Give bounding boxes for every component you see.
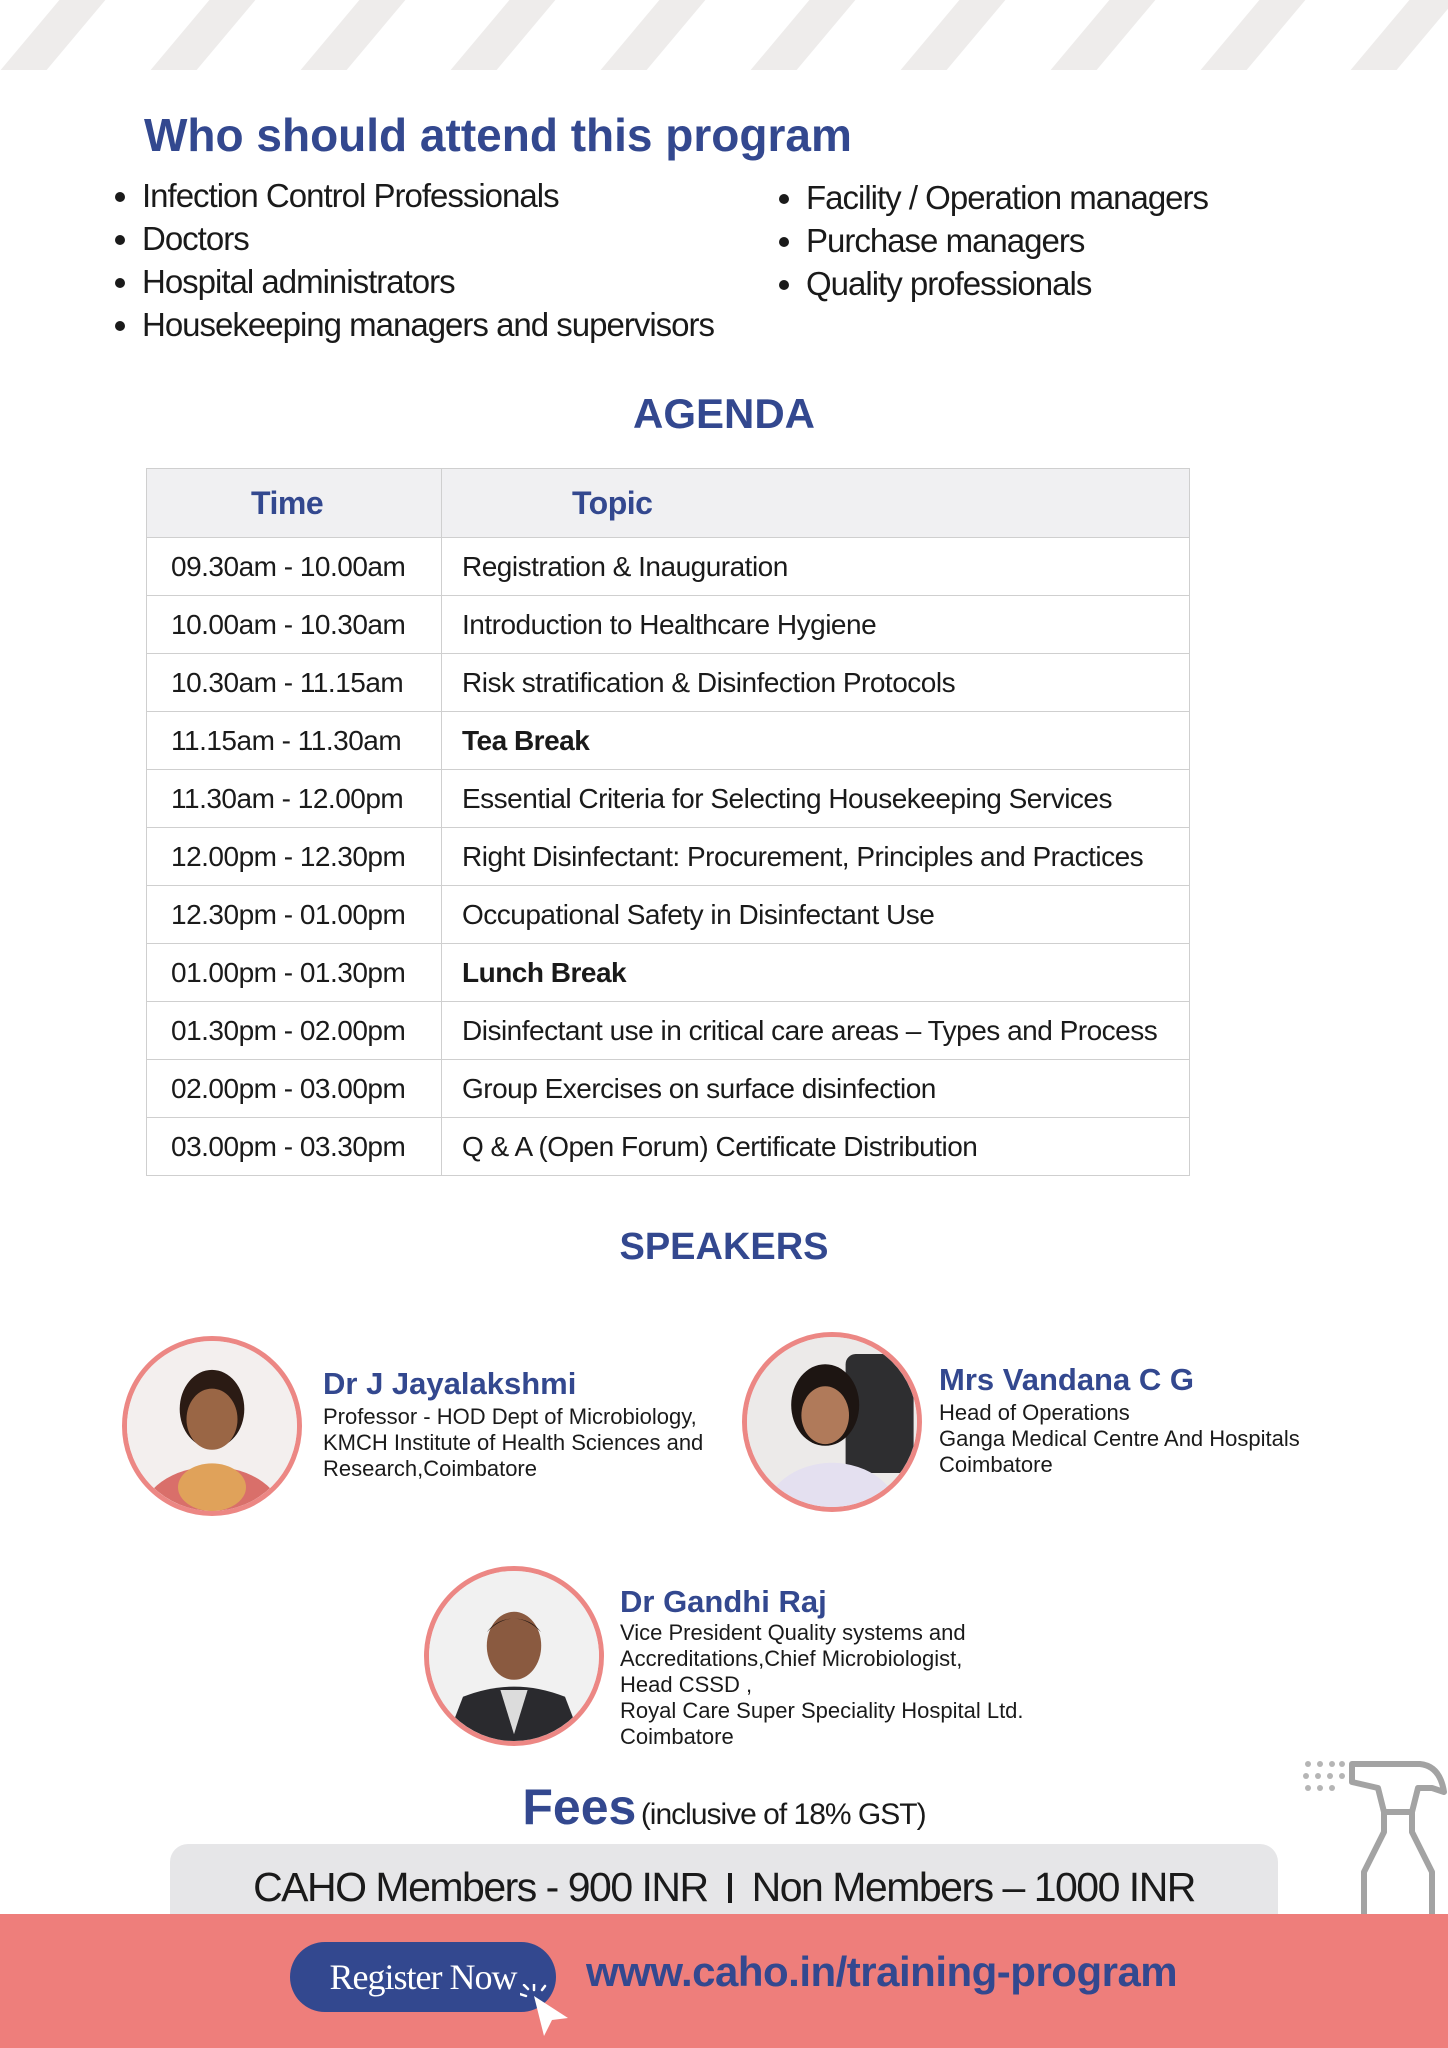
topic-cell: Essential Criteria for Selecting Housekeeping Services: [442, 770, 1190, 828]
audience-title: Who should attend this program: [144, 109, 852, 161]
speaker-role: Vice President Quality systems and Accreditations,Chief Microbiologist, Head CSSD , Royal Care Super Speciality Hospital Ltd. Coimbatore: [620, 1620, 1024, 1749]
table-row: [147, 596, 1190, 654]
speaker-photo-icon: [429, 1571, 599, 1741]
list-item: • Housekeeping managers and supervisors: [142, 303, 714, 346]
members-fee: CAHO Members - 900 INR: [253, 1864, 708, 1910]
training-program-link[interactable]: www.caho.in/training-program: [586, 1948, 1178, 1995]
time-cell: 03.00pm - 03.30pm: [147, 1118, 442, 1176]
topic-cell: Introduction to Healthcare Hygiene: [442, 596, 1190, 654]
list-item: • Hospital administrators: [142, 260, 714, 303]
audience-list-right: [778, 176, 1208, 305]
avatar: [122, 1336, 302, 1516]
fees-note: (inclusive of 18% GST): [640, 1798, 926, 1831]
fees-divider: [728, 1873, 732, 1903]
time-cell: 01.30pm - 02.00pm: [147, 1002, 442, 1060]
speaker-name: Dr Gandhi Raj: [620, 1584, 827, 1619]
time-cell: 01.00pm - 01.30pm: [147, 944, 442, 1002]
avatar: [742, 1332, 922, 1512]
time-cell: 09.30am - 10.00am: [147, 538, 442, 596]
time-cell: 11.30am - 12.00pm: [147, 770, 442, 828]
time-cell: 12.30pm - 01.00pm: [147, 886, 442, 944]
topic-cell: Lunch Break: [442, 944, 1190, 1002]
topic-cell: Right Disinfectant: Procurement, Principles and Practices: [442, 828, 1190, 886]
time-cell: 02.00pm - 03.00pm: [147, 1060, 442, 1118]
speaker-photo-icon: [747, 1337, 917, 1507]
agenda-table: [146, 468, 1190, 1176]
non-members-fee: Non Members – 1000 INR: [751, 1864, 1195, 1910]
topic-cell: Group Exercises on surface disinfection: [442, 1060, 1190, 1118]
list-item: • Infection Control Professionals: [142, 174, 714, 217]
speaker-photo-icon: [127, 1341, 297, 1511]
table-row: [147, 770, 1190, 828]
topic-cell: Tea Break: [442, 712, 1190, 770]
audience-list-left: [114, 174, 714, 346]
agenda-header-row: [147, 469, 1190, 538]
avatar: [424, 1566, 604, 1746]
topic-cell: Risk stratification & Disinfection Protocols: [442, 654, 1190, 712]
fees-heading: [0, 1778, 1448, 1836]
table-row: [147, 1118, 1190, 1176]
table-row: [147, 944, 1190, 1002]
time-cell: 11.15am - 11.30am: [147, 712, 442, 770]
list-item: • Purchase managers: [806, 219, 1208, 262]
table-row: [147, 886, 1190, 944]
table-row: [147, 828, 1190, 886]
fees-text: [0, 1864, 1448, 1911]
table-row: [147, 1002, 1190, 1060]
list-item: • Facility / Operation managers: [806, 176, 1208, 219]
topic-cell: Q & A (Open Forum) Certificate Distribution: [442, 1118, 1190, 1176]
table-row: [147, 654, 1190, 712]
agenda-title: AGENDA: [632, 390, 815, 437]
list-item: • Quality professionals: [806, 262, 1208, 305]
table-row: [147, 712, 1190, 770]
top-stripes: [0, 0, 1448, 70]
speakers-title: SPEAKERS: [619, 1226, 829, 1268]
table-row: [147, 538, 1190, 596]
speaker-role: Head of Operations Ganga Medical Centre And Hospitals Coimbatore: [939, 1400, 1300, 1477]
fees-title: Fees: [522, 1779, 637, 1835]
list-item: • Doctors: [142, 217, 714, 260]
time-cell: 10.30am - 11.15am: [147, 654, 442, 712]
topic-cell: Registration & Inauguration: [442, 538, 1190, 596]
time-header: Time: [147, 469, 442, 538]
topic-cell: Occupational Safety in Disinfectant Use: [442, 886, 1190, 944]
topic-cell: Disinfectant use in critical care areas – Types and Process: [442, 1002, 1190, 1060]
speaker-role: Professor - HOD Dept of Microbiology, KMCH Institute of Health Sciences and Research,Coimbatore: [323, 1404, 704, 1481]
register-now-button[interactable]: Register Now: [290, 1942, 556, 2012]
time-cell: 12.00pm - 12.30pm: [147, 828, 442, 886]
speaker-name: Dr J Jayalakshmi: [323, 1366, 577, 1401]
time-cell: 10.00am - 10.30am: [147, 596, 442, 654]
speaker-name: Mrs Vandana C G: [939, 1362, 1194, 1397]
topic-header: Topic: [442, 469, 1190, 538]
cursor-icon: [520, 1984, 576, 2040]
table-row: [147, 1060, 1190, 1118]
